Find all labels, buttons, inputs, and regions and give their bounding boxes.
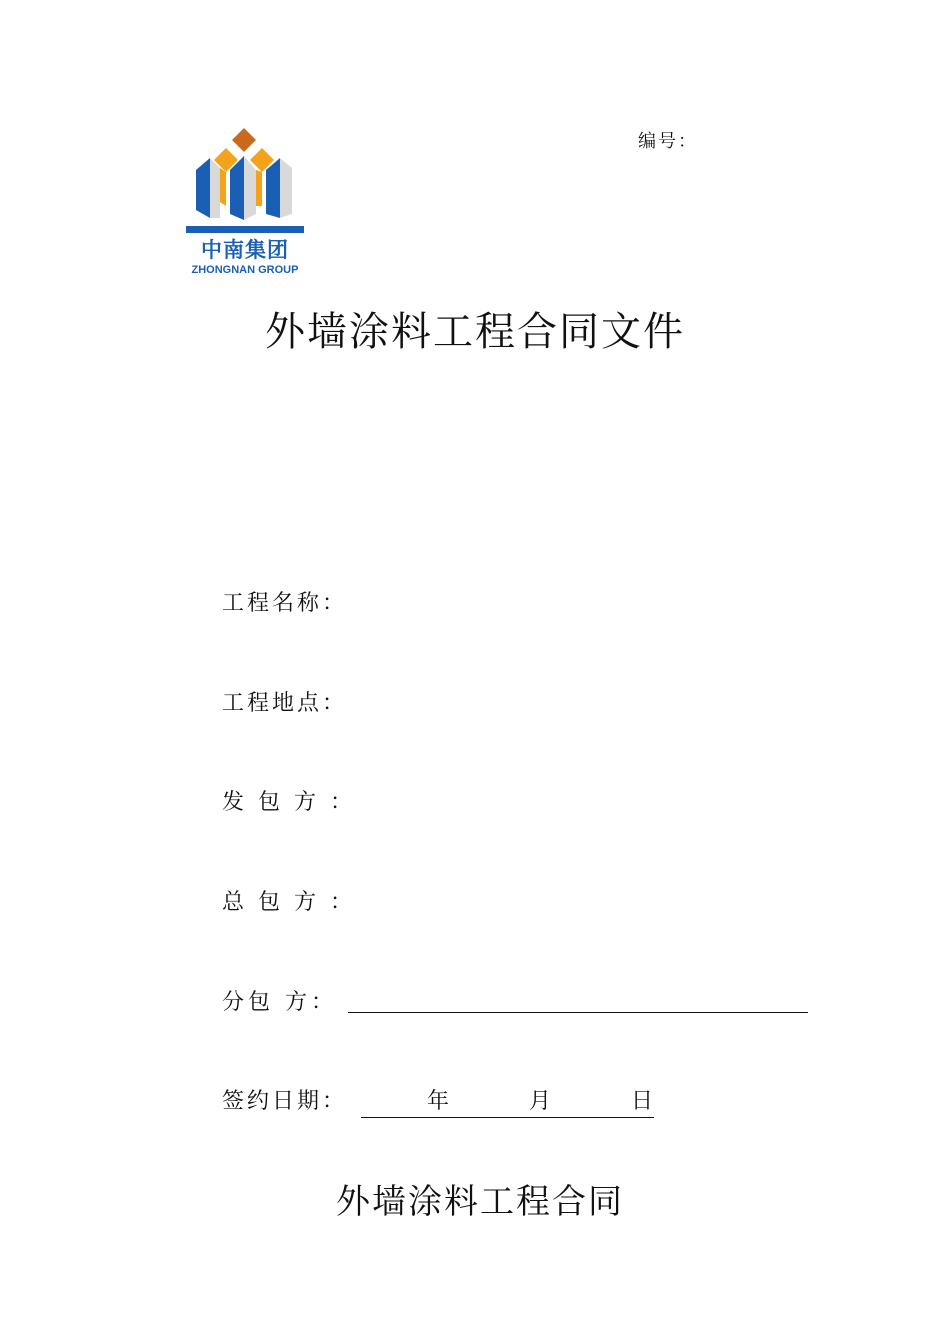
project-name-label: 工程名称： xyxy=(222,591,348,616)
subcontractor-label: 分包 方： xyxy=(222,990,337,1015)
employer-label: 发包方： xyxy=(222,790,367,815)
building-logo-icon xyxy=(186,126,304,234)
general-contractor-label: 总包方： xyxy=(222,890,367,915)
date-year-label: 年 xyxy=(427,1089,450,1114)
signing-date-label: 签约日期： xyxy=(222,1089,348,1114)
logo-name-cn: 中南集团 xyxy=(201,238,289,262)
document-title: 外墙涂料工程合同文件 xyxy=(265,309,685,355)
date-day-label: 日 xyxy=(631,1089,654,1114)
contract-subtitle: 外墙涂料工程合同 xyxy=(336,1182,624,1222)
subcontractor-blank-line xyxy=(348,1012,808,1013)
signing-date-line xyxy=(361,1087,654,1118)
company-logo xyxy=(186,126,304,278)
document-number-label: 编号： xyxy=(638,131,698,152)
logo-name-en: ZHONGNAN GROUP xyxy=(191,264,299,276)
date-month-label: 月 xyxy=(529,1089,552,1114)
project-location-label: 工程地点： xyxy=(222,691,348,716)
